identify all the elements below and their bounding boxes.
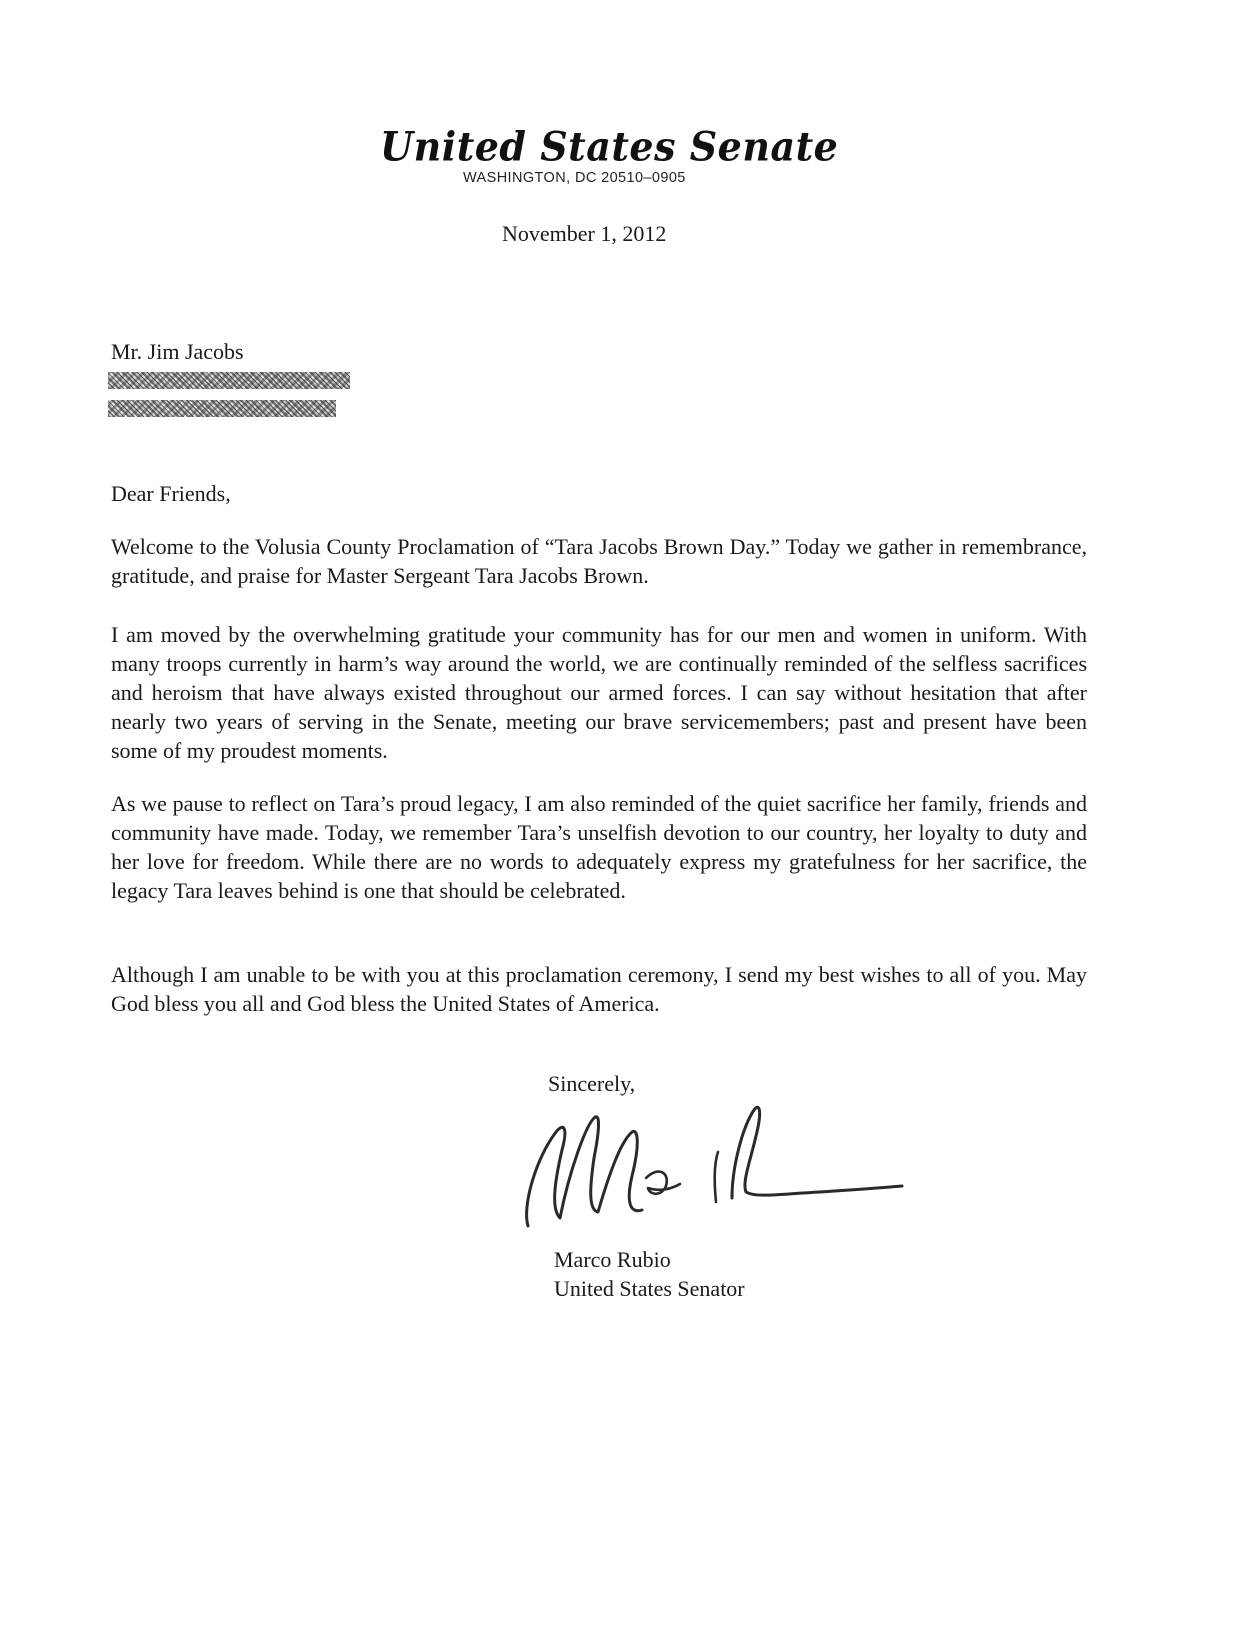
redacted-address-line-2	[108, 400, 336, 417]
closing: Sincerely,	[548, 1071, 636, 1096]
handwritten-signature	[520, 1098, 940, 1248]
body-paragraph: As we pause to reflect on Tara’s proud legacy, I am also reminded of the quiet sacrifice her family, friends and community have made. Today, we remember Tara’s unselfish devotion to our country, her loyalty to duty and her love for freedom. While there are no words to adequately express my gratefulness for her sacrifice, the legacy Tara leaves behind is one that should be celebrated.	[111, 791, 1087, 903]
letter-date: November 1, 2012	[502, 221, 667, 246]
salutation: Dear Friends,	[111, 481, 231, 506]
body-paragraph: I am moved by the overwhelming gratitude your community has for our men and women in uniform. With many troops currently in harm’s way around the world, we are continually reminded of the selfless sacrifices and heroism that have always existed throughout our armed forces. I can say without hesitation that after nearly two years of serving in the Senate, meeting our brave servicemembers; past and present have been some of my proudest moments.	[111, 622, 1087, 763]
recipient-name: Mr. Jim Jacobs	[111, 339, 244, 364]
redacted-address-line-1	[108, 372, 350, 389]
body-paragraph: Although I am unable to be with you at this proclamation ceremony, I send my best wishes to all of you. May God bless you all and God bless the United States of America.	[111, 962, 1087, 1016]
signer-name: Marco Rubio	[554, 1247, 671, 1272]
signer-title: United States Senator	[554, 1276, 745, 1301]
letterhead-title: United States Senate	[380, 122, 839, 171]
letterhead-address: WASHINGTON, DC 20510–0905	[463, 170, 686, 186]
body-paragraph: Welcome to the Volusia County Proclamation of “Tara Jacobs Brown Day.” Today we gather in remembrance, gratitude, and praise for Master Sergeant Tara Jacobs Brown.	[111, 534, 1087, 588]
